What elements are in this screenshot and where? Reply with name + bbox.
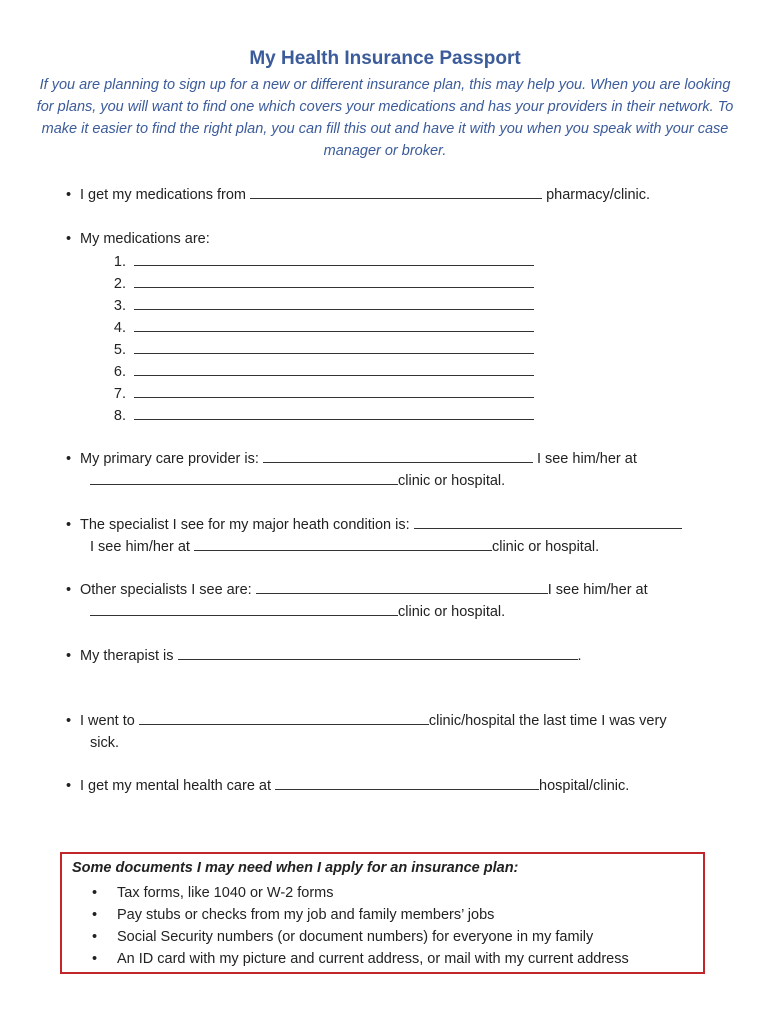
bullet: • [66, 713, 72, 729]
primary-care-suffix: I see him/her at [536, 451, 637, 467]
documents-box [60, 852, 705, 974]
bullet: • [92, 885, 98, 901]
medication-number: 1. [113, 254, 126, 270]
document-text: Pay stubs or checks from my job and family members’ jobs [117, 907, 495, 923]
last-visit-label: I went to [80, 713, 135, 729]
therapist-suffix: . [577, 648, 582, 664]
bullet: • [92, 907, 98, 923]
primary-care-cont [90, 470, 505, 492]
list-item [92, 904, 629, 926]
last-visit-field[interactable] [139, 710, 429, 725]
specialist-location-suffix: clinic or hospital. [491, 539, 600, 555]
other-specialists-location-field[interactable] [90, 601, 398, 616]
last-visit-cont: sick. [90, 735, 119, 751]
medications-label: My medications are: [80, 231, 210, 247]
medication-number: 5. [113, 342, 126, 358]
therapist-item [66, 645, 582, 667]
medication-row-3 [100, 295, 534, 317]
medication-row-2 [100, 273, 534, 295]
medication-row-4 [100, 317, 534, 339]
pharmacy-label: I get my medications from [80, 187, 246, 203]
bullet: • [66, 778, 72, 794]
specialist-location-label: I see him/her at [90, 539, 190, 555]
medication-field-4[interactable] [134, 317, 534, 332]
medication-row-6 [100, 361, 534, 383]
medication-field-3[interactable] [134, 295, 534, 310]
therapist-field[interactable] [178, 645, 578, 660]
specialist-cont [90, 536, 599, 558]
medication-number: 3. [113, 298, 126, 314]
medication-field-8[interactable] [134, 405, 534, 420]
medication-field-7[interactable] [134, 383, 534, 398]
mental-health-field[interactable] [275, 775, 539, 790]
therapist-label: My therapist is [80, 648, 174, 664]
list-item [92, 882, 629, 904]
primary-care-item [66, 448, 637, 470]
document-text: An ID card with my picture and current address, or mail with my current address [117, 951, 629, 967]
list-item [92, 926, 629, 948]
medications-item [66, 228, 210, 250]
intro-text: If you are planning to sign up for a new or different insurance plan, this may help you. When you are looking for plans, you will want to find one which covers your medications and has your providers in their network. To make it easier to find the right plan, you can fill this out and have it with you when you speak with your case manager or broker. [36, 77, 734, 159]
specialist-item [66, 514, 682, 536]
mental-health-suffix: hospital/clinic. [539, 778, 630, 794]
primary-care-field[interactable] [263, 448, 533, 463]
documents-list [92, 882, 629, 970]
medication-field-2[interactable] [134, 273, 534, 288]
document-text: Tax forms, like 1040 or W-2 forms [117, 885, 334, 901]
other-specialists-location-suffix: clinic or hospital. [398, 604, 506, 620]
pharmacy-item [66, 184, 650, 206]
pharmacy-field[interactable] [250, 184, 542, 199]
medication-row-8 [100, 405, 534, 427]
medication-number: 8. [113, 408, 126, 424]
medication-number: 4. [113, 320, 126, 336]
medication-number: 6. [113, 364, 126, 380]
medication-row-5 [100, 339, 534, 361]
medication-row-7 [100, 383, 534, 405]
primary-care-location-suffix: clinic or hospital. [398, 473, 506, 489]
last-visit-item [66, 710, 667, 732]
specialist-label: The specialist I see for my major heath condition is: [80, 517, 410, 533]
medication-field-6[interactable] [134, 361, 534, 376]
document-text: Social Security numbers (or document numbers) for everyone in my family [117, 929, 594, 945]
specialist-field[interactable] [414, 514, 682, 529]
pharmacy-suffix: pharmacy/clinic. [546, 187, 651, 203]
other-specialists-field[interactable] [256, 579, 548, 594]
medication-field-1[interactable] [134, 251, 534, 266]
bullet: • [66, 582, 72, 598]
bullet: • [92, 951, 98, 967]
other-specialists-suffix: I see him/her at [547, 582, 648, 598]
other-specialists-label: Other specialists I see are: [80, 582, 252, 598]
medication-number: 7. [113, 386, 126, 402]
mental-health-item [66, 775, 629, 797]
other-specialists-cont [90, 601, 505, 623]
medication-field-5[interactable] [134, 339, 534, 354]
other-specialists-item [66, 579, 648, 601]
specialist-location-field[interactable] [194, 536, 492, 551]
documents-heading: Some documents I may need when I apply for an insurance plan: [72, 860, 519, 876]
bullet: • [66, 231, 72, 247]
bullet: • [92, 929, 98, 945]
bullet: • [66, 648, 72, 664]
primary-care-label: My primary care provider is: [80, 451, 259, 467]
last-visit-suffix: clinic/hospital the last time I was very [428, 713, 667, 729]
medication-number: 2. [113, 276, 126, 292]
mental-health-label: I get my mental health care at [80, 778, 272, 794]
medication-row-1 [100, 251, 534, 273]
bullet: • [66, 187, 72, 203]
bullet: • [66, 451, 72, 467]
list-item [92, 948, 629, 970]
bullet: • [66, 517, 72, 533]
page-title: My Health Insurance Passport [249, 48, 521, 69]
primary-care-location-field[interactable] [90, 470, 398, 485]
